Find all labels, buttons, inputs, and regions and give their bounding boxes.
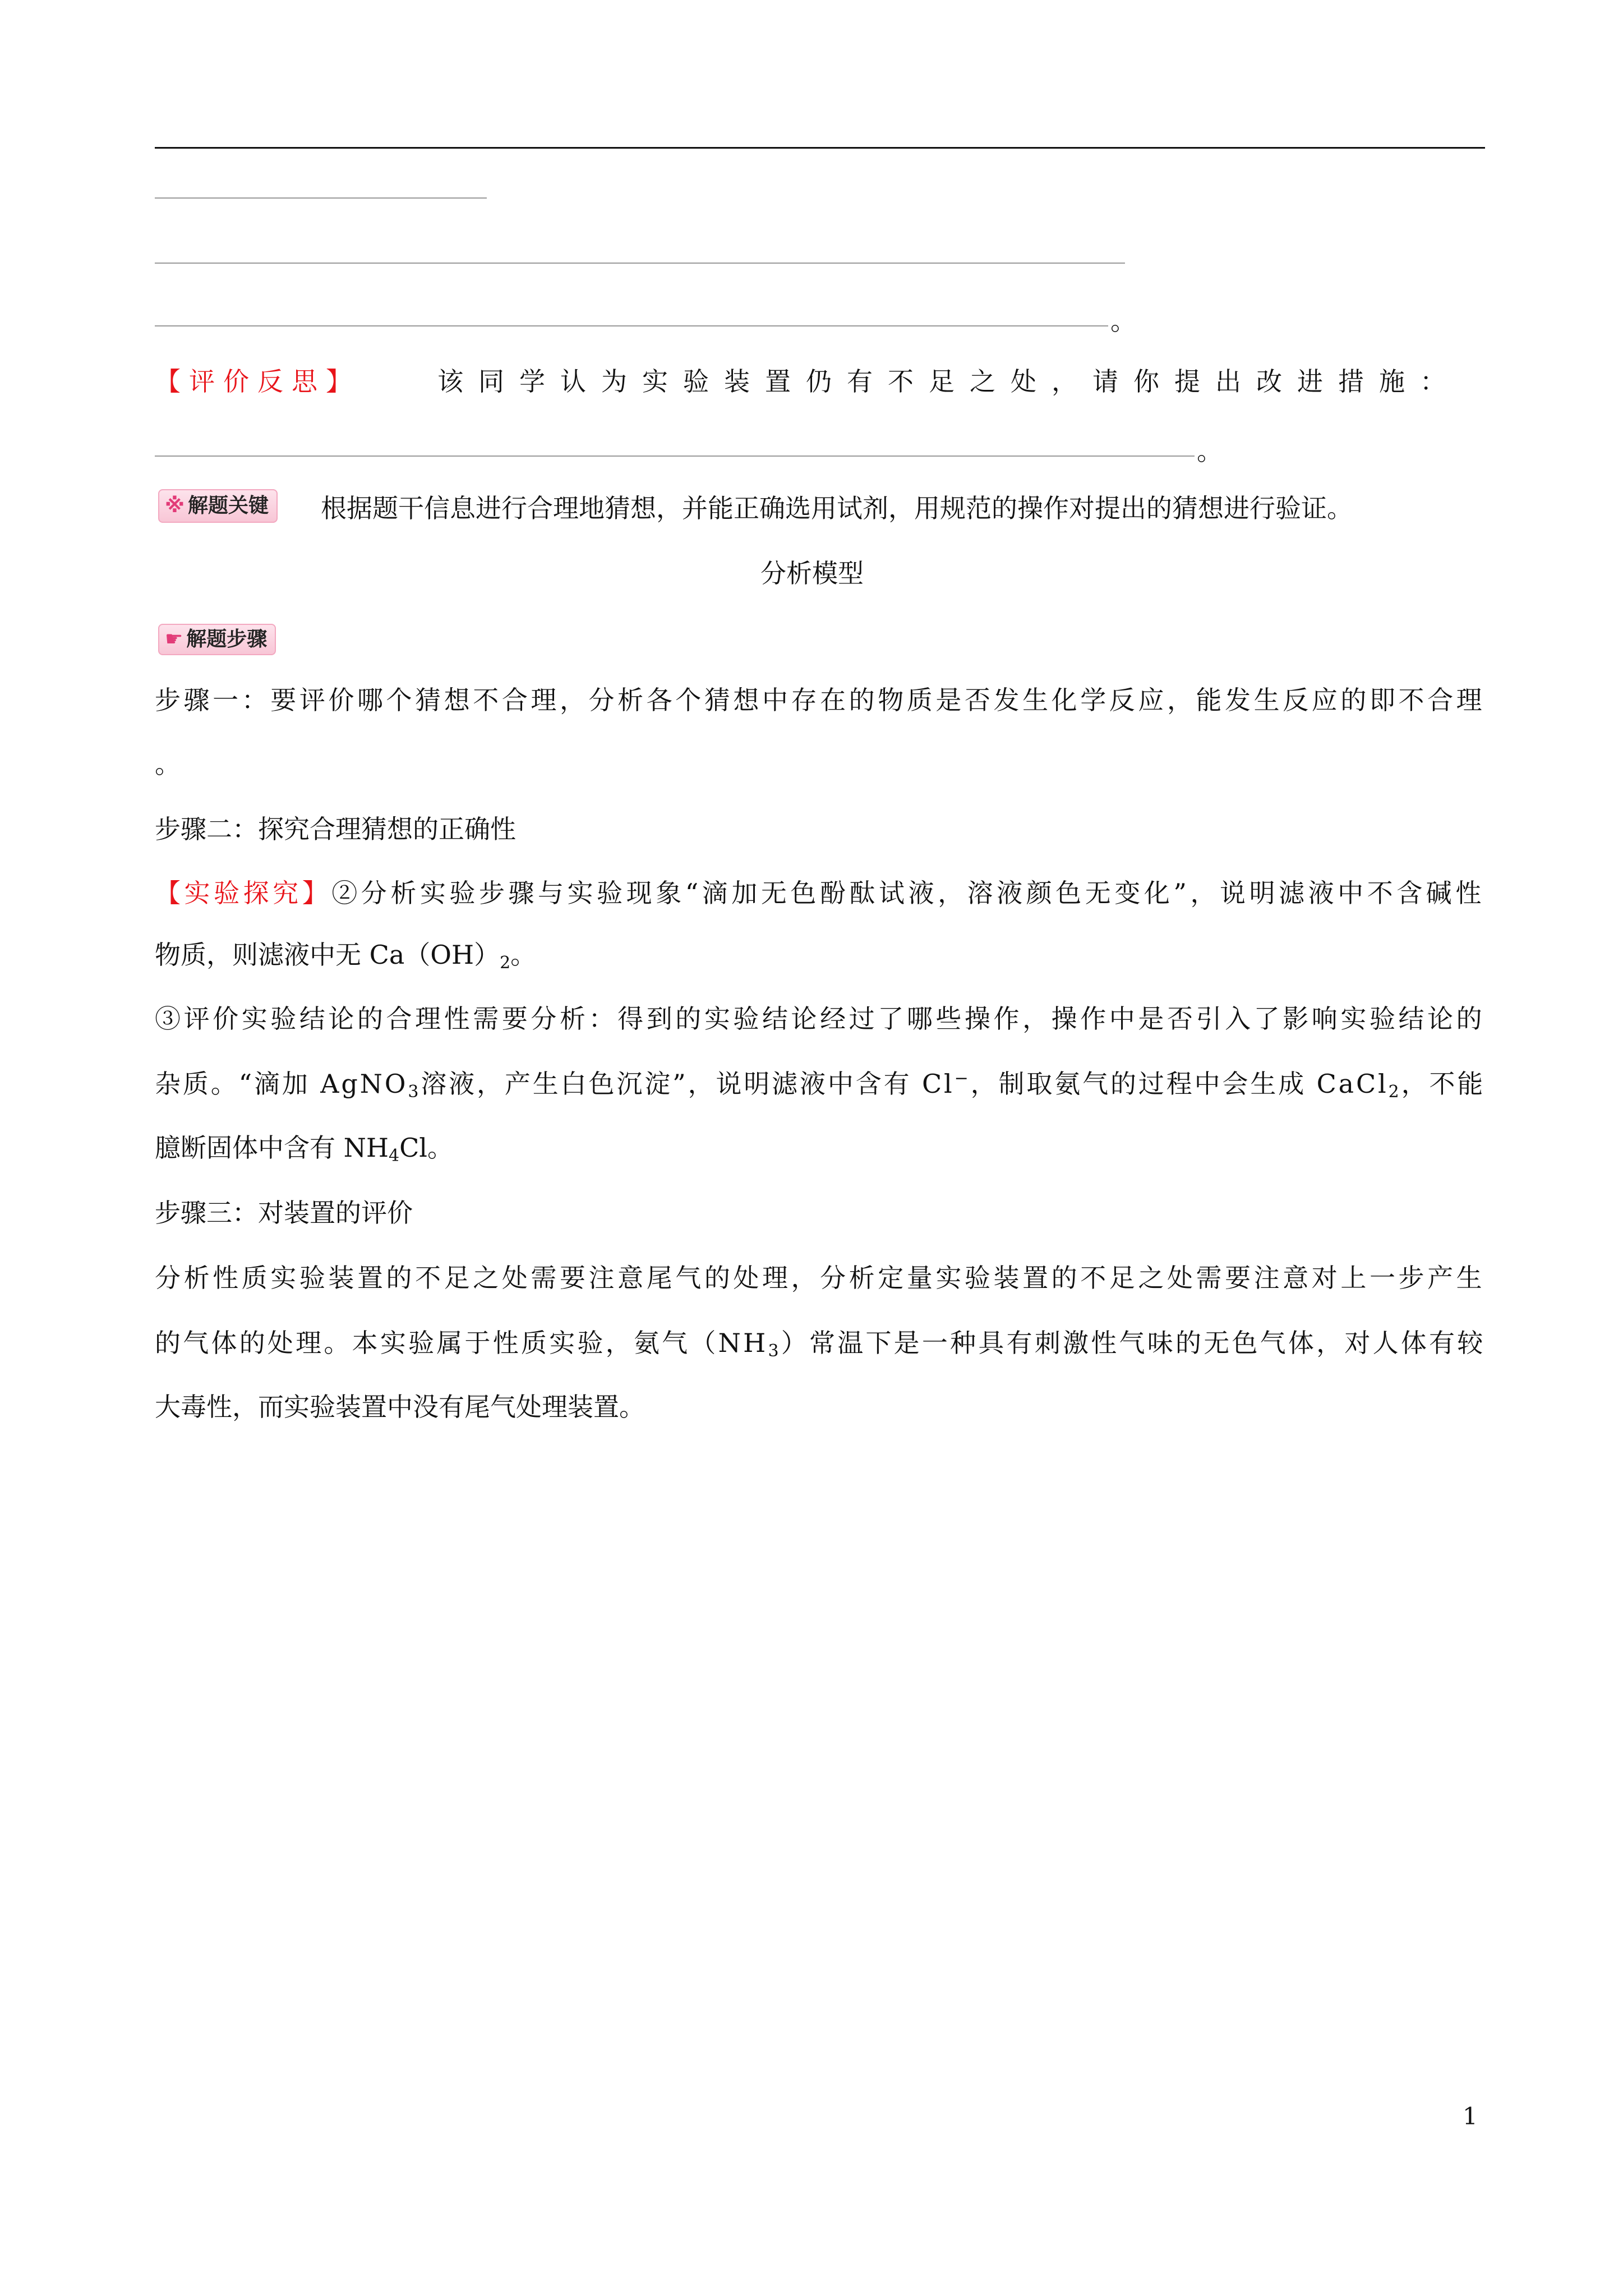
p4-line2: 的气体的处理。本实验属于性质实验，氨气$(NH_3)$常温下是一种具有刺激性气味的无色气体，对人体有较 [155,1328,1486,1361]
answer-blank-1[interactable] [155,197,487,199]
fill-end-mark: 。 [1110,306,1136,336]
model-title: 分析模型 [760,558,864,588]
explore-line2: 物质，则滤液中无 $Ca(OH)_2$。 [155,940,537,973]
p3-line1: ③评价实验结论的合理性需要分析：得到的实验结论经过了哪些操作，操作中是否引入了影响实验结论的 [155,1004,1486,1034]
page-number: 1 [1463,2102,1478,2130]
pointing-hand-icon: ☛ [165,628,183,651]
key-text: 根据题干信息进行合理地猜想，并能正确选用试剂，用规范的操作对提出的猜想进行验证。 [321,493,1353,523]
steps-badge-label: 解题步骤 [186,628,268,651]
header-rule [155,147,1485,149]
p4-line1: 分析性质实验装置的不足之处需要注意尾气的处理，分析定量实验装置的不足之处需要注意对上一步产生 [155,1263,1486,1293]
answer-blank-3[interactable] [155,325,1108,326]
explore-line1: 【实验探究】②分析实验步骤与实验现象“滴加无色酚酞试液，溶液颜色无变化”，说明滤液中不含碱性 [155,878,1485,908]
asterisk-icon: ※ [165,494,185,517]
p3-line2: 杂质。“滴加 AgNO$_3$溶液，产生白色沉淀”，说明滤液中含有 Cl−，制取氨气的过程中会生成 CaCl$_2$，不能 [155,1069,1486,1102]
explore-label: 【实验探究】 [155,878,332,908]
step2-text: 步骤二：探究合理猜想的正确性 [155,814,516,844]
fill-end-mark-2: 。 [1197,436,1223,466]
key-badge [158,489,278,523]
step1-line2: 。 [155,749,181,779]
p4-line3: 大毒性，而实验装置中没有尾气处理装置。 [155,1392,645,1422]
reflection-label: 【评价反思】 [155,366,360,397]
step3-text: 步骤三：对装置的评价 [155,1198,413,1228]
reflection-text: 该同学认为实验装置仍有不足之处，请你提出改进措施： [437,366,1461,397]
key-badge-label: 解题关键 [188,494,269,517]
p3-line3: 臆断固体中含有 $NH_4Cl$。 [155,1133,454,1166]
answer-blank-4[interactable] [155,455,1195,457]
steps-badge [158,624,276,655]
answer-blank-2[interactable] [155,263,1125,264]
step1-line1: 步骤一：要评价哪个猜想不合理，分析各个猜想中存在的物质是否发生化学反应，能发生反应的即不合理 [155,685,1486,715]
